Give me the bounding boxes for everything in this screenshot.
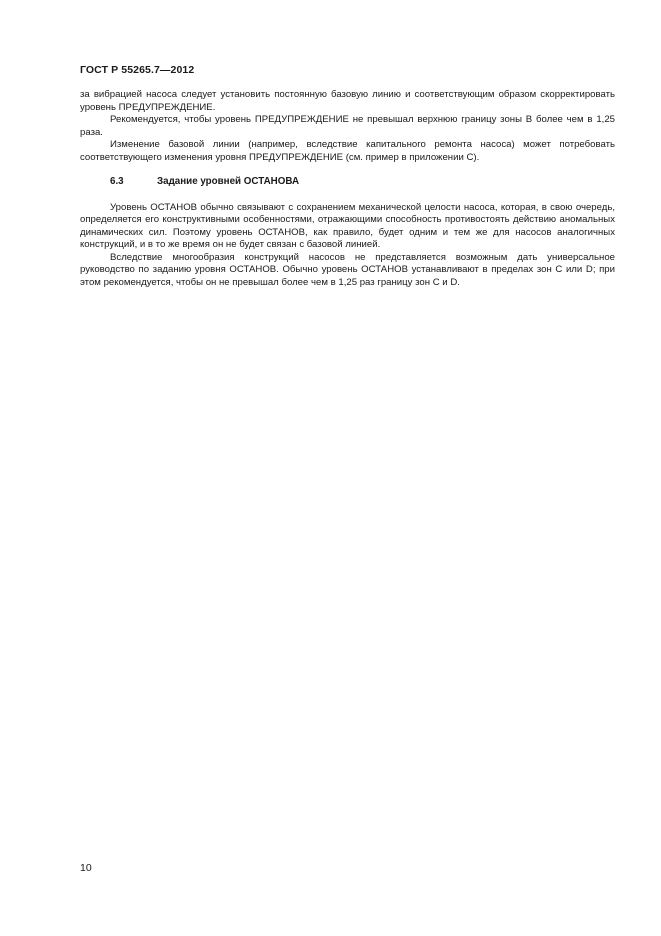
paragraph-stop-level: Уровень ОСТАНОВ обычно связывают с сохранением механической целости насоса, которая, в свою очередь, определяется его конструктивными особенностями, отражающими способность противостоять действию аномальных динамических сил. Поэтому уровень ОСТАНОВ, как правило, будет одним и тем же для насосов аналогичных конструкций, и в то же время он не будет связан с базовой линией. xyxy=(80,201,615,250)
standard-id-header: ГОСТ Р 55265.7—2012 xyxy=(80,64,195,76)
section-title: Задание уровней ОСТАНОВА xyxy=(157,176,300,187)
paragraph-pump-diversity: Вследствие многообразия конструкций насосов не представляется возможным дать универсальное руководство по заданию уровня ОСТАНОВ. Обычно уровень ОСТАНОВ устанавливают в пределах зон С или D; при этом рекомендуется, чтобы он не превышал более чем в 1,25 раз границу зон С и D. xyxy=(80,251,615,288)
section-number: 6.3 xyxy=(110,176,124,187)
page-number: 10 xyxy=(80,862,92,874)
section-heading xyxy=(80,176,615,189)
paragraph-continuation: за вибрацией насоса следует установить постоянную базовую линию и соответствующим образом скорректировать уровень ПРЕДУПРЕЖДЕНИЕ. xyxy=(80,89,615,113)
paragraph-baseline-change: Изменение базовой линии (например, вследствие капитального ремонта насоса) может потребовать соответствующего изменения уровня ПРЕДУПРЕЖДЕНИЕ (см. пример в приложении С). xyxy=(80,139,615,163)
paragraph-recommendation: Рекомендуется, чтобы уровень ПРЕДУПРЕЖДЕНИЕ не превышал верхнюю границу зоны В более чем в 1,25 раза. xyxy=(80,114,615,138)
body-text xyxy=(80,89,615,289)
